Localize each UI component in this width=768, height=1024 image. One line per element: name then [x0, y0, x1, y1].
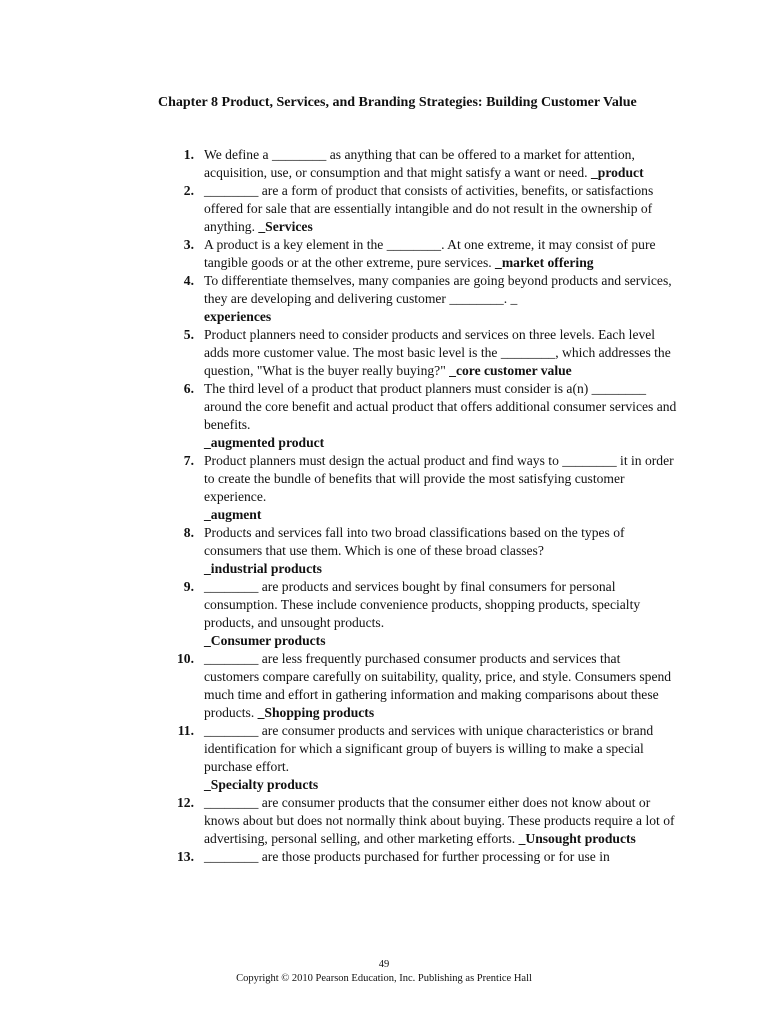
question-answer: _Shopping products [257, 705, 375, 720]
question-text [204, 452, 678, 524]
question-body: Product planners need to consider products and services on three levels. Each level adds more customer value. The most basic level is the ________, which addresses the question, "What is the buyer really buying?" [204, 327, 671, 378]
question-item [158, 524, 678, 578]
page-footer [0, 958, 768, 986]
question-item [158, 326, 678, 380]
question-number: 11. [177, 723, 194, 738]
question-item [158, 848, 678, 866]
question-item [158, 146, 678, 182]
question-number: 10. [177, 651, 194, 666]
question-answer: _industrial products [204, 561, 322, 576]
question-body: Products and services fall into two broad classifications based on the types of consumers that use them. Which is one of these broad classes? [204, 525, 625, 558]
question-text [204, 272, 678, 326]
question-item [158, 452, 678, 524]
question-item [158, 380, 678, 452]
question-number: 9. [183, 579, 194, 594]
question-text [204, 380, 678, 452]
question-list [158, 146, 678, 866]
question-number: 6. [183, 381, 194, 396]
question-answer: _Specialty products [204, 777, 319, 792]
question-text [204, 578, 678, 650]
question-item [158, 722, 678, 794]
question-body: ________ are consumer products that the consumer either does not know about or knows about but does not normally think about buying. These products require a lot of advertising, personal selling, and other marketing efforts. [204, 795, 675, 846]
question-text [204, 722, 678, 794]
question-number: 3. [183, 237, 194, 252]
question-number: 5. [183, 327, 194, 342]
question-text [204, 650, 678, 722]
question-answer: _Services [258, 219, 313, 234]
question-text [204, 524, 678, 578]
question-text [204, 326, 678, 380]
question-answer: _core customer value [449, 363, 572, 378]
question-number: 1. [183, 147, 194, 162]
question-item [158, 650, 678, 722]
question-item [158, 236, 678, 272]
question-body: We define a ________ as anything that can be offered to a market for attention, acquisition, use, or consumption and that might satisfy a want or need. [204, 147, 635, 180]
question-item [158, 272, 678, 326]
question-number: 13. [177, 849, 194, 864]
question-number: 7. [183, 453, 194, 468]
question-number: 8. [183, 525, 194, 540]
question-answer: _Consumer products [204, 633, 326, 648]
question-number: 2. [183, 183, 194, 198]
question-body: Product planners must design the actual product and find ways to ________ it in order to create the bundle of benefits that will provide the most satisfying customer experience. [204, 453, 674, 504]
question-answer: _market offering [495, 255, 594, 270]
question-text [204, 146, 678, 182]
question-body: ________ are less frequently purchased consumer products and services that customers compare carefully on suitability, quality, price, and style. Consumers spend much time and effort in gathering information and making comparisons about these products. [204, 651, 672, 720]
question-text [204, 794, 678, 848]
page-number: 49 [378, 959, 390, 970]
question-answer: _augmented product [204, 435, 325, 450]
question-body: A product is a key element in the ________. At one extreme, it may consist of pure tangible goods or at the other extreme, pure services. [204, 237, 656, 270]
question-body: The third level of a product that product planners must consider is a(n) ________ around the core benefit and actual product that offers additional consumer services and benefits. [204, 381, 677, 432]
question-item [158, 578, 678, 650]
copyright-notice: Copyright © 2010 Pearson Education, Inc. Publishing as Prentice Hall [236, 973, 532, 984]
question-answer: _product [590, 165, 644, 180]
question-answer: _augment [204, 507, 262, 522]
question-text [204, 236, 678, 272]
question-number: 12. [177, 795, 194, 810]
question-text [204, 848, 678, 866]
question-text [204, 182, 678, 236]
question-item [158, 182, 678, 236]
question-body: To differentiate themselves, many companies are going beyond products and services, they are developing and delivering customer ________. _ [204, 273, 672, 306]
question-answer: experiences [204, 309, 272, 324]
question-item [158, 794, 678, 848]
question-body: ________ are consumer products and services with unique characteristics or brand identification for which a significant group of buyers is willing to make a special purchase effort. [204, 723, 654, 774]
question-answer: _Unsought products [518, 831, 636, 846]
question-body: ________ are a form of product that consists of activities, benefits, or satisfactions offered for sale that are essentially intangible and do not result in the ownership of anything. [204, 183, 654, 234]
question-body: ________ are those products purchased for further processing or for use in [204, 849, 610, 864]
question-body: ________ are products and services bought by final consumers for personal consumption. These include convenience products, shopping products, specialty products, and unsought products. [204, 579, 641, 630]
chapter-title: Chapter 8 Product, Services, and Branding Strategies: Building Customer Value [158, 95, 637, 110]
question-number: 4. [183, 273, 194, 288]
